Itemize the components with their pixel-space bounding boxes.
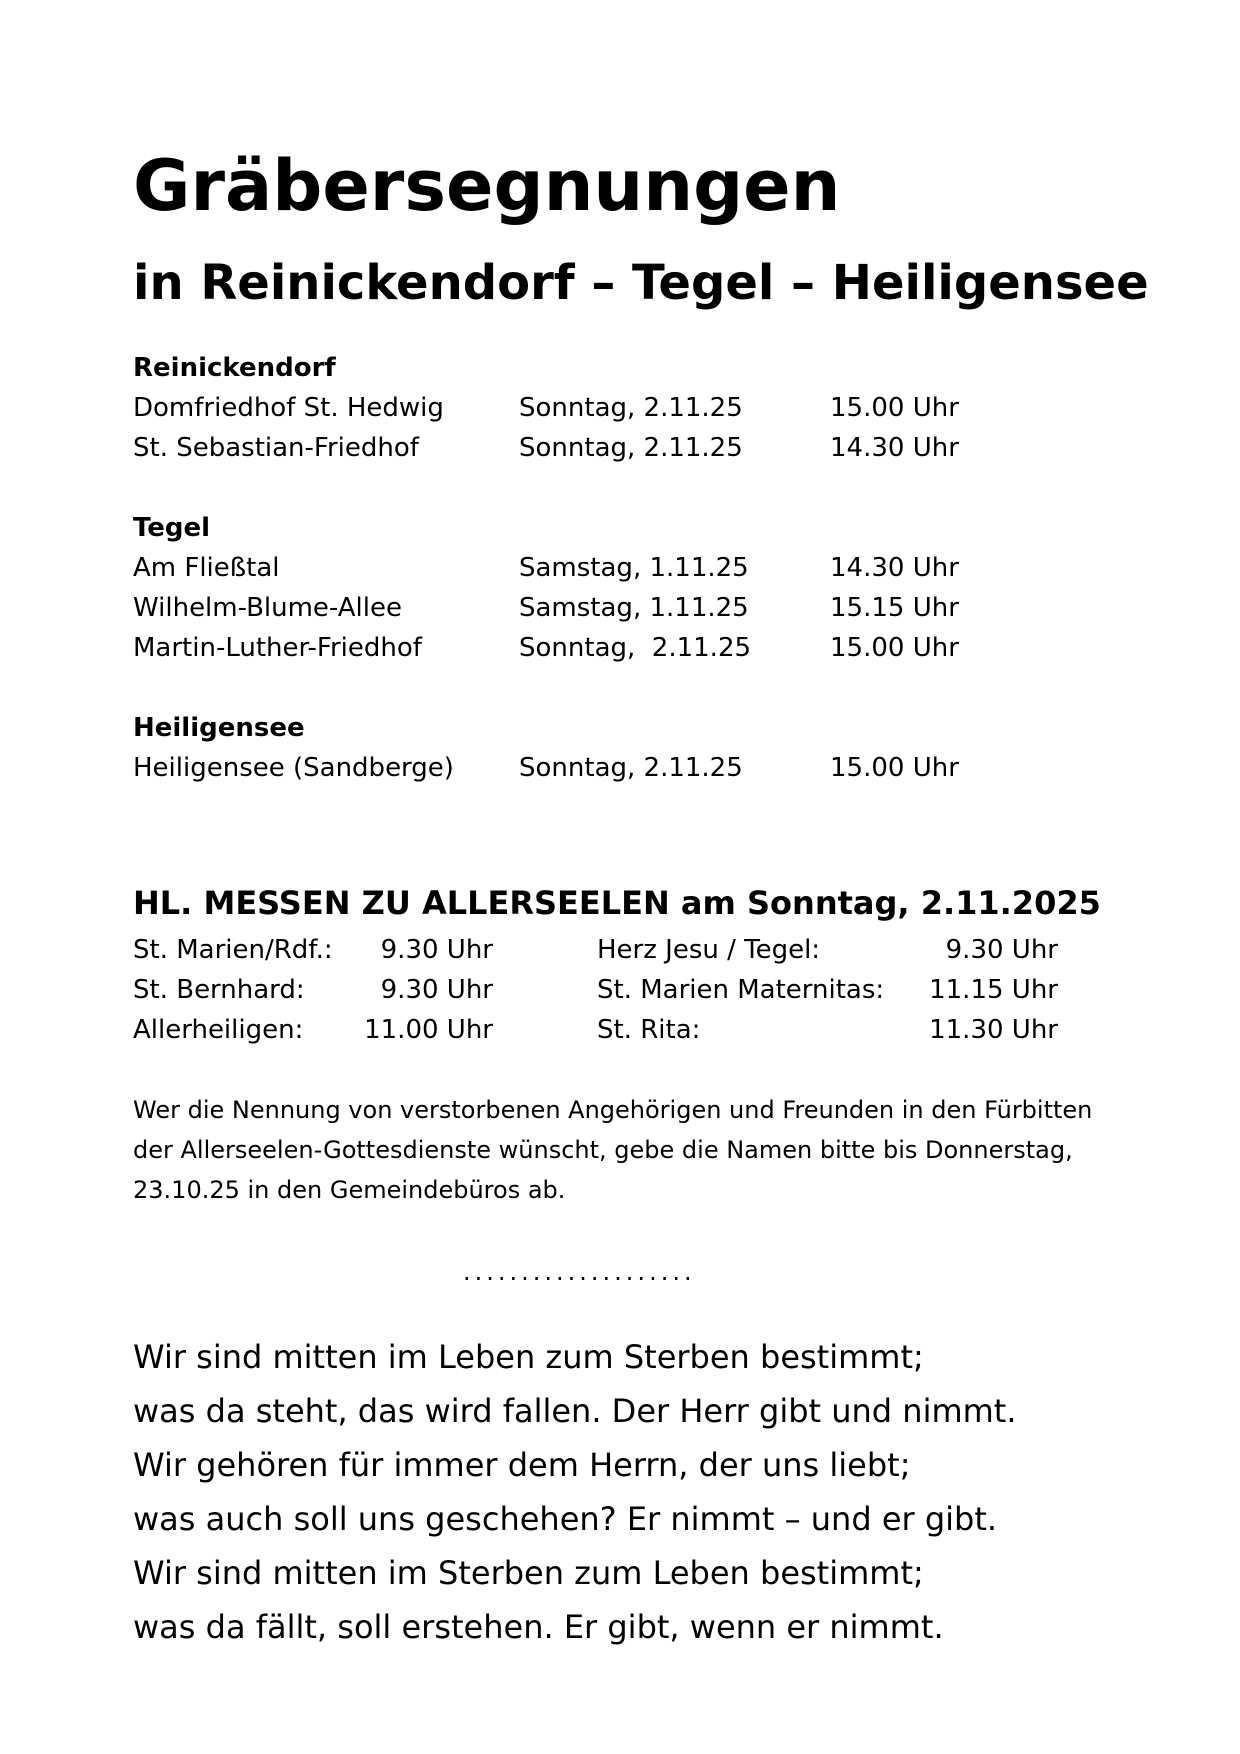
- poem-line: Wir gehören für immer dem Herrn, der uns liebt;: [133, 1446, 911, 1484]
- blessing-time: 15.00 Uhr: [830, 633, 959, 663]
- mass-row: [133, 930, 1133, 970]
- cemetery-name: Domfriedhof St. Hedwig: [133, 393, 444, 423]
- group-heiligensee: [133, 708, 1133, 788]
- cemetery-name: Martin-Luther-Friedhof: [133, 633, 422, 663]
- mass-time: 9.30 Uhr: [945, 935, 1058, 965]
- poem: [133, 1330, 1133, 1654]
- page-subtitle: in Reinickendorf – Tegel – Heiligensee: [133, 255, 1149, 311]
- church-name: Herz Jesu / Tegel:: [597, 935, 821, 965]
- church-name: St. Marien/Rdf.:: [133, 935, 333, 965]
- dotted-divider: ....................: [463, 1258, 696, 1286]
- poem-line: was da fällt, soll erstehen. Er gibt, wenn er nimmt.: [133, 1608, 944, 1646]
- blessing-schedule: [133, 348, 1133, 828]
- mass-time: 9.30 Uhr: [380, 975, 493, 1005]
- poem-line: was auch soll uns geschehen? Er nimmt – und er gibt.: [133, 1500, 998, 1538]
- mass-time: 11.30 Uhr: [929, 1015, 1058, 1045]
- blessing-time: 15.15 Uhr: [830, 593, 959, 623]
- schedule-row: [133, 388, 1133, 428]
- cemetery-name: Am Fließtal: [133, 553, 280, 583]
- group-reinickendorf: [133, 348, 1133, 468]
- mass-time: 11.00 Uhr: [364, 1015, 493, 1045]
- mass-time: 9.30 Uhr: [380, 935, 493, 965]
- mass-time: 11.15 Uhr: [929, 975, 1058, 1005]
- schedule-row: [133, 628, 1133, 668]
- page-title: Gräbersegnungen: [133, 145, 841, 227]
- blessing-day: Samstag, 1.11.25: [519, 553, 749, 583]
- blessing-time: 14.30 Uhr: [830, 553, 959, 583]
- blessing-day: Sonntag, 2.11.25: [519, 753, 743, 783]
- cemetery-name: Wilhelm-Blume-Allee: [133, 593, 402, 623]
- cemetery-name: St. Sebastian-Friedhof: [133, 433, 419, 463]
- masses-table: [133, 930, 1133, 1050]
- schedule-row: [133, 548, 1133, 588]
- church-name: St. Rita:: [597, 1015, 701, 1045]
- blessing-day: Sonntag, 2.11.25: [519, 633, 752, 663]
- blessing-day: Sonntag, 2.11.25: [519, 393, 743, 423]
- group-heading: Heiligensee: [133, 713, 305, 743]
- names-note: Wer die Nennung von verstorbenen Angehörigen und Freunden in den Fürbitten der Allerseelen-Gottesdienste wünscht, gebe die Namen bitte bis Donnerstag, 23.10.25 in den Gemeindebüros ab.: [133, 1096, 1093, 1204]
- blessing-day: Samstag, 1.11.25: [519, 593, 749, 623]
- mass-row: [133, 970, 1133, 1010]
- schedule-row: [133, 428, 1133, 468]
- group-heading: Tegel: [133, 513, 211, 543]
- mass-row: [133, 1010, 1133, 1050]
- group-tegel: [133, 508, 1133, 668]
- blessing-time: 15.00 Uhr: [830, 393, 959, 423]
- blessing-time: 15.00 Uhr: [830, 753, 959, 783]
- cemetery-name: Heiligensee (Sandberge): [133, 753, 454, 783]
- poem-line: Wir sind mitten im Leben zum Sterben bestimmt;: [133, 1338, 924, 1376]
- masses-heading: HL. MESSEN ZU ALLERSEELEN am Sonntag, 2.11.2025: [133, 884, 1101, 922]
- group-heading: Reinickendorf: [133, 353, 336, 383]
- poem-line: Wir sind mitten im Sterben zum Leben bestimmt;: [133, 1554, 924, 1592]
- church-name: Allerheiligen:: [133, 1015, 304, 1045]
- schedule-row: [133, 748, 1133, 788]
- church-name: St. Bernhard:: [133, 975, 305, 1005]
- blessing-time: 14.30 Uhr: [830, 433, 959, 463]
- poem-line: was da steht, das wird fallen. Der Herr gibt und nimmt.: [133, 1392, 1017, 1430]
- church-name: St. Marien Maternitas:: [597, 975, 885, 1005]
- blessing-day: Sonntag, 2.11.25: [519, 433, 743, 463]
- schedule-row: [133, 588, 1133, 628]
